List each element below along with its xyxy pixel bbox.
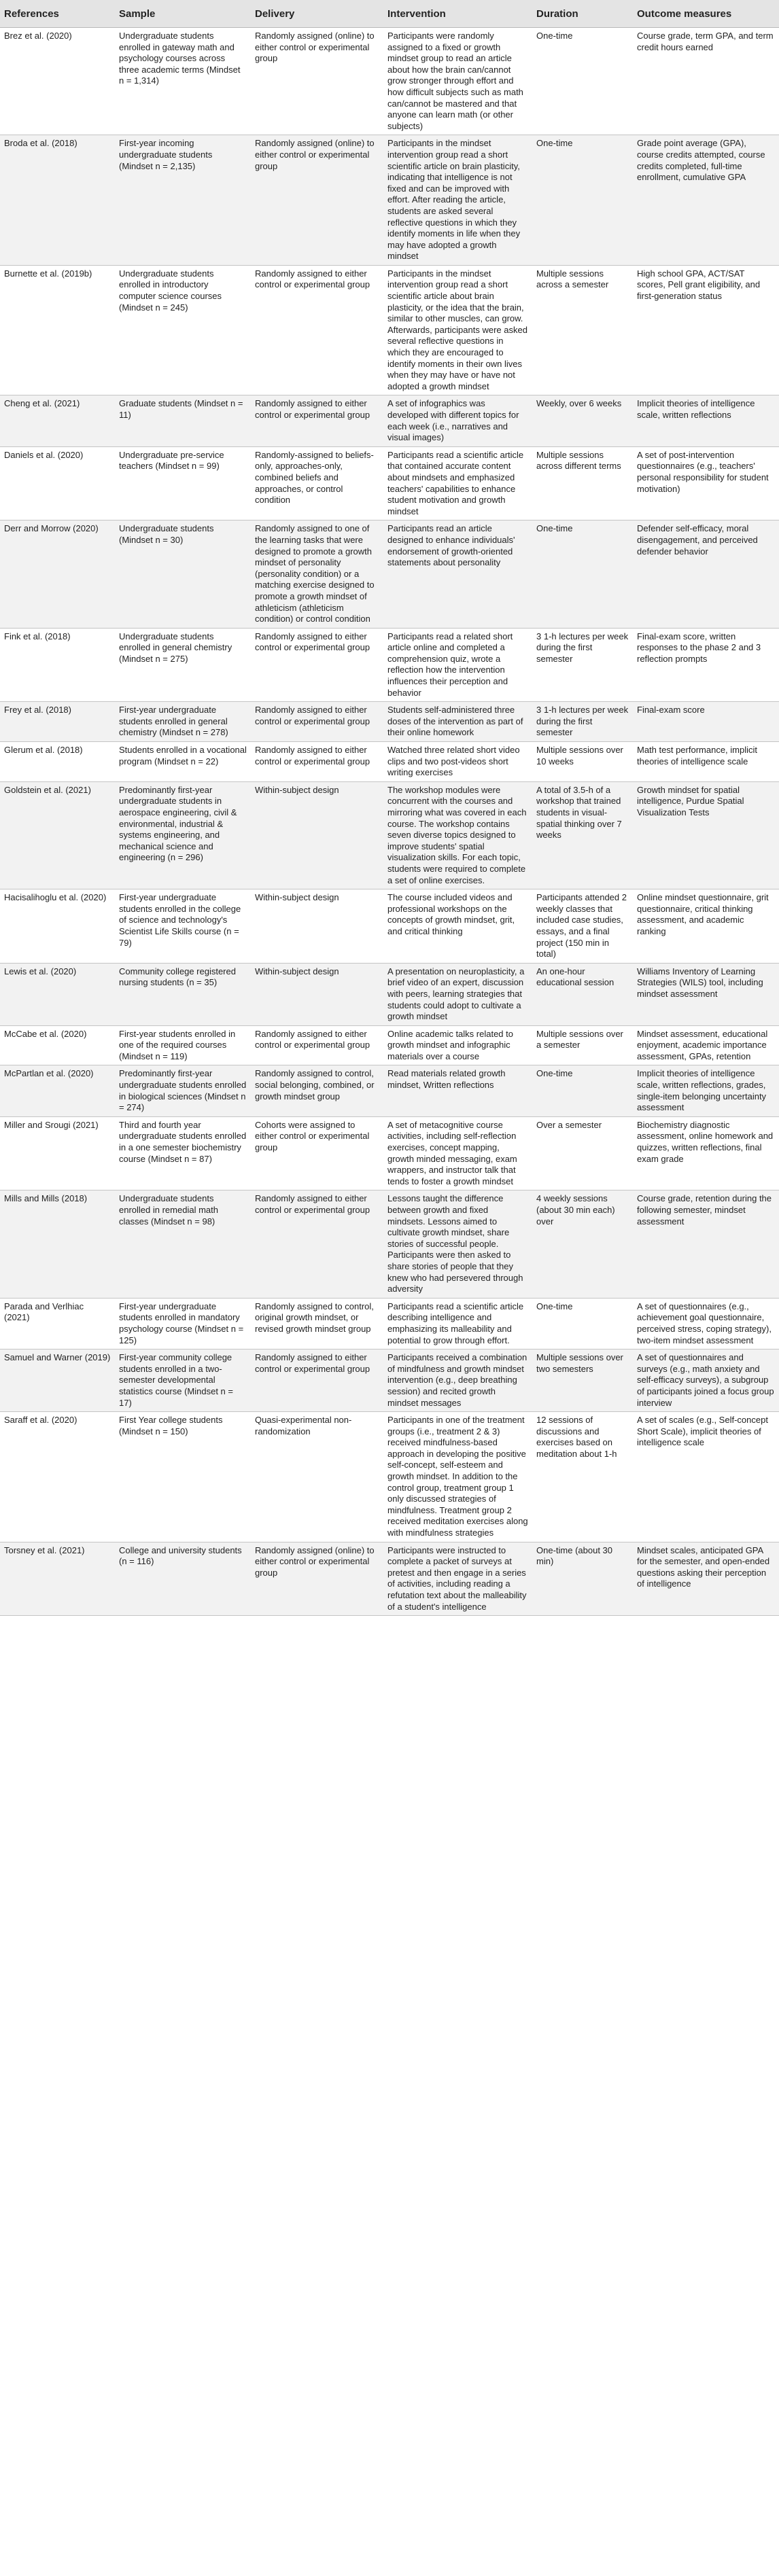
table-row bbox=[0, 963, 779, 1025]
cell-outcome-measures: High school GPA, ACT/SAT scores, Pell grant eligibility, and first-generation status bbox=[633, 265, 779, 395]
cell-outcome-measures: Implicit theories of intelligence scale, written reflections, grades, single-item belonging uncertainty assessment bbox=[633, 1065, 779, 1116]
cell-sample: First-year undergraduate students enrolled in the college of science and technology's Scientist Life Skills course (n = 79) bbox=[115, 889, 251, 964]
cell-delivery: Cohorts were assigned to either control or experimental group bbox=[251, 1116, 383, 1190]
cell-delivery: Quasi-experimental non-randomization bbox=[251, 1412, 383, 1542]
cell-outcome-measures: Mindset scales, anticipated GPA for the semester, and open-ended questions asking their perception of intelligence bbox=[633, 1542, 779, 1616]
cell-duration: Multiple sessions across a semester bbox=[532, 265, 633, 395]
cell-intervention: Participants read an article designed to enhance individuals' endorsement of growth-oriented statements about personality bbox=[383, 521, 532, 628]
cell-reference: Torsney et al. (2021) bbox=[0, 1542, 115, 1616]
cell-outcome-measures: Defender self-efficacy, moral disengagement, and perceived defender behavior bbox=[633, 521, 779, 628]
cell-outcome-measures: Final-exam score bbox=[633, 702, 779, 742]
cell-reference: Cheng et al. (2021) bbox=[0, 395, 115, 446]
cell-reference: Mills and Mills (2018) bbox=[0, 1190, 115, 1298]
table-header-row bbox=[0, 0, 779, 28]
cell-delivery: Randomly assigned to either control or experimental group bbox=[251, 1190, 383, 1298]
header-outcome-measures: Outcome measures bbox=[633, 0, 779, 28]
cell-intervention: Online academic talks related to growth mindset and infographic materials over a course bbox=[383, 1025, 532, 1065]
cell-sample: First-year community college students enrolled in a two-semester developmental statistics course (Mindset n = 17) bbox=[115, 1349, 251, 1412]
cell-sample: First-year incoming undergraduate students (Mindset n = 2,135) bbox=[115, 135, 251, 266]
cell-intervention: The course included videos and professional workshops on the concepts of growth mindset, grit, and critical thinking bbox=[383, 889, 532, 964]
cell-outcome-measures: A set of post-intervention questionnaires (e.g., teachers' personal responsibility for student motivation) bbox=[633, 446, 779, 521]
cell-duration: One-time bbox=[532, 521, 633, 628]
table-row bbox=[0, 521, 779, 628]
table-row bbox=[0, 1542, 779, 1616]
cell-outcome-measures: Implicit theories of intelligence scale, written reflections bbox=[633, 395, 779, 446]
cell-duration: One-time bbox=[532, 1298, 633, 1349]
header-references: References bbox=[0, 0, 115, 28]
cell-intervention: Participants in the mindset intervention group read a short scientific article about brain plasticity, or the idea that the brain, similar to other muscles, can grow. Afterwards, participants were asked several reflective questions in which they are encouraged to identify moments in their own lives when they may have or have not adopted a growth mindset bbox=[383, 265, 532, 395]
table-row bbox=[0, 265, 779, 395]
cell-reference: Broda et al. (2018) bbox=[0, 135, 115, 266]
cell-duration: One-time bbox=[532, 135, 633, 266]
cell-duration: 12 sessions of discussions and exercises based on meditation about 1-h bbox=[532, 1412, 633, 1542]
cell-sample: Community college registered nursing students (n = 35) bbox=[115, 963, 251, 1025]
cell-reference: Miller and Srougi (2021) bbox=[0, 1116, 115, 1190]
cell-intervention: Participants read a scientific article that contained accurate content about mindsets and emphasized teachers' capabilities to enhance student motivation and growth mindset bbox=[383, 446, 532, 521]
cell-delivery: Randomly assigned to either control or experimental group bbox=[251, 628, 383, 702]
cell-duration: An one-hour educational session bbox=[532, 963, 633, 1025]
cell-intervention: Read materials related growth mindset, Written reflections bbox=[383, 1065, 532, 1116]
cell-reference: Glerum et al. (2018) bbox=[0, 742, 115, 782]
cell-intervention: Participants were randomly assigned to a fixed or growth mindset group to read an article about how the brain can/cannot grow stronger through effort and how difficult subjects such as math can/cannot be mastered and that anyone can learn math (or other subjects) bbox=[383, 28, 532, 135]
cell-sample: Undergraduate pre-service teachers (Mindset n = 99) bbox=[115, 446, 251, 521]
cell-duration: A total of 3.5-h of a workshop that trained students in visual-spatial thinking over 7 weeks bbox=[532, 781, 633, 889]
cell-delivery: Randomly assigned to either control or experimental group bbox=[251, 702, 383, 742]
table-row bbox=[0, 1065, 779, 1116]
cell-intervention: Lessons taught the difference between growth and fixed mindsets. Lessons aimed to cultivate growth mindset, share stories of successful people. Participants were then asked to share stories of people that they knew who had persevered through adversity bbox=[383, 1190, 532, 1298]
cell-duration: One-time (about 30 min) bbox=[532, 1542, 633, 1616]
cell-reference: Saraff et al. (2020) bbox=[0, 1412, 115, 1542]
cell-outcome-measures: A set of questionnaires (e.g., achievement goal questionnaire, perceived stress, coping strategy), two-item mindset assessment bbox=[633, 1298, 779, 1349]
cell-intervention: A set of metacognitive course activities, including self-reflection exercises, concept mapping, growth minded messaging, exam wrappers, and instructor talk that tends to foster a growth mindset bbox=[383, 1116, 532, 1190]
table-row bbox=[0, 1190, 779, 1298]
cell-sample: Undergraduate students enrolled in remedial math classes (Mindset n = 98) bbox=[115, 1190, 251, 1298]
cell-outcome-measures: Final-exam score, written responses to the phase 2 and 3 reflection prompts bbox=[633, 628, 779, 702]
cell-duration: Participants attended 2 weekly classes that included case studies, essays, and a final project (150 min in total) bbox=[532, 889, 633, 964]
cell-duration: Over a semester bbox=[532, 1116, 633, 1190]
cell-delivery: Randomly assigned to control, original growth mindset, or revised growth mindset group bbox=[251, 1298, 383, 1349]
cell-delivery: Randomly assigned to control, social belonging, combined, or growth mindset group bbox=[251, 1065, 383, 1116]
cell-delivery: Randomly assigned to either control or experimental group bbox=[251, 395, 383, 446]
cell-delivery: Randomly assigned (online) to either control or experimental group bbox=[251, 135, 383, 266]
cell-intervention: Participants received a combination of mindfulness and growth mindset intervention (e.g., deep breathing session) and recited growth mindset messages bbox=[383, 1349, 532, 1412]
cell-delivery: Randomly assigned (online) to either control or experimental group bbox=[251, 1542, 383, 1616]
cell-sample: Graduate students (Mindset n = 11) bbox=[115, 395, 251, 446]
cell-intervention: The workshop modules were concurrent with the courses and mirroring what was covered in each course. The workshop contains seven diverse topics designed to improve students' spatial visualization skills. For each topic, students were required to complete a set of online exercises. bbox=[383, 781, 532, 889]
cell-sample: Undergraduate students enrolled in introductory computer science courses (Mindset n = 245) bbox=[115, 265, 251, 395]
table-row bbox=[0, 135, 779, 266]
table-row bbox=[0, 395, 779, 446]
cell-duration: 4 weekly sessions (about 30 min each) over bbox=[532, 1190, 633, 1298]
cell-outcome-measures: Math test performance, implicit theories of intelligence scale bbox=[633, 742, 779, 782]
header-delivery: Delivery bbox=[251, 0, 383, 28]
cell-reference: Hacisalihoglu et al. (2020) bbox=[0, 889, 115, 964]
cell-intervention: Watched three related short video clips and two post-videos short writing exercises bbox=[383, 742, 532, 782]
cell-outcome-measures: Course grade, term GPA, and term credit hours earned bbox=[633, 28, 779, 135]
cell-delivery: Randomly assigned (online) to either control or experimental group bbox=[251, 28, 383, 135]
cell-duration: One-time bbox=[532, 1065, 633, 1116]
cell-reference: Frey et al. (2018) bbox=[0, 702, 115, 742]
cell-reference: Goldstein et al. (2021) bbox=[0, 781, 115, 889]
cell-intervention: Participants in one of the treatment groups (i.e., treatment 2 & 3) received mindfulness-based approach in developing the positive self-concept, self-esteem and growth mindset. In addition to the control group, treatment group 1 only discussed strategies of mindfulness. Treatment group 2 received meditation exercises along with mindfulness strategies bbox=[383, 1412, 532, 1542]
cell-sample: Students enrolled in a vocational program (Mindset n = 22) bbox=[115, 742, 251, 782]
cell-intervention: A presentation on neuroplasticity, a brief video of an expert, discussion with peers, learning strategies that students could adopt to cultivate a growth mindset bbox=[383, 963, 532, 1025]
cell-duration: 3 1-h lectures per week during the first semester bbox=[532, 628, 633, 702]
cell-duration: Multiple sessions over two semesters bbox=[532, 1349, 633, 1412]
table-row bbox=[0, 702, 779, 742]
table-row bbox=[0, 1025, 779, 1065]
cell-outcome-measures: Course grade, retention during the following semester, mindset assessment bbox=[633, 1190, 779, 1298]
cell-outcome-measures: Mindset assessment, educational enjoyment, academic importance assessment, GPAs, retention bbox=[633, 1025, 779, 1065]
table-row bbox=[0, 28, 779, 135]
cell-sample: Predominantly first-year undergraduate students enrolled in biological sciences (Mindset n = 274) bbox=[115, 1065, 251, 1116]
cell-outcome-measures: A set of questionnaires and surveys (e.g., math anxiety and self-efficacy surveys), a subgroup of participants joined a focus group interview bbox=[633, 1349, 779, 1412]
cell-duration: Multiple sessions across different terms bbox=[532, 446, 633, 521]
cell-reference: Lewis et al. (2020) bbox=[0, 963, 115, 1025]
cell-delivery: Within-subject design bbox=[251, 963, 383, 1025]
cell-sample: First-year undergraduate students enrolled in mandatory psychology course (Mindset n = 125) bbox=[115, 1298, 251, 1349]
cell-delivery: Randomly assigned to one of the learning tasks that were designed to promote a growth mindset of personality (personality condition) or a matching exercise designed to promote a growth mindset of athleticism (athleticism condition) or control condition bbox=[251, 521, 383, 628]
table-row bbox=[0, 628, 779, 702]
cell-outcome-measures: Williams Inventory of Learning Strategies (WILS) tool, including mindset assessment bbox=[633, 963, 779, 1025]
cell-intervention: Participants read a scientific article describing intelligence and emphasizing its malleability and potential to grow through effort. bbox=[383, 1298, 532, 1349]
cell-reference: Derr and Morrow (2020) bbox=[0, 521, 115, 628]
cell-sample: Undergraduate students enrolled in gateway math and psychology courses across three academic terms (Mindset n = 1,314) bbox=[115, 28, 251, 135]
table-row bbox=[0, 446, 779, 521]
cell-reference: Daniels et al. (2020) bbox=[0, 446, 115, 521]
cell-outcome-measures: Growth mindset for spatial intelligence, Purdue Spatial Visualization Tests bbox=[633, 781, 779, 889]
cell-reference: Fink et al. (2018) bbox=[0, 628, 115, 702]
cell-sample: Undergraduate students enrolled in general chemistry (Mindset n = 275) bbox=[115, 628, 251, 702]
table-row bbox=[0, 1116, 779, 1190]
cell-reference: McPartlan et al. (2020) bbox=[0, 1065, 115, 1116]
cell-intervention: Participants were instructed to complete a packet of surveys at pretest and then engage in a series of activities, including reading a refutation text about the malleability of a student's intelligence bbox=[383, 1542, 532, 1616]
cell-sample: First Year college students (Mindset n = 150) bbox=[115, 1412, 251, 1542]
header-intervention: Intervention bbox=[383, 0, 532, 28]
cell-sample: College and university students (n = 116) bbox=[115, 1542, 251, 1616]
cell-delivery: Within-subject design bbox=[251, 889, 383, 964]
cell-outcome-measures: Biochemistry diagnostic assessment, online homework and quizzes, written reflections, final exam grade bbox=[633, 1116, 779, 1190]
cell-outcome-measures: Online mindset questionnaire, grit questionnaire, critical thinking assessment, and academic ranking bbox=[633, 889, 779, 964]
cell-delivery: Randomly assigned to either control or experimental group bbox=[251, 1349, 383, 1412]
cell-delivery: Randomly assigned to either control or experimental group bbox=[251, 742, 383, 782]
cell-reference: Parada and Verlhiac (2021) bbox=[0, 1298, 115, 1349]
cell-delivery: Randomly-assigned to beliefs-only, approaches-only, combined beliefs and approaches, or control condition bbox=[251, 446, 383, 521]
cell-sample: Predominantly first-year undergraduate students in aerospace engineering, civil & environmental, industrial & systems engineering, and mechanical science and engineering (n = 296) bbox=[115, 781, 251, 889]
header-duration: Duration bbox=[532, 0, 633, 28]
cell-sample: Undergraduate students (Mindset n = 30) bbox=[115, 521, 251, 628]
cell-sample: Third and fourth year undergraduate students enrolled in a one semester biochemistry course (Mindset n = 87) bbox=[115, 1116, 251, 1190]
table-row bbox=[0, 1298, 779, 1349]
table-row bbox=[0, 781, 779, 889]
cell-reference: Burnette et al. (2019b) bbox=[0, 265, 115, 395]
cell-duration: Multiple sessions over 10 weeks bbox=[532, 742, 633, 782]
cell-duration: Multiple sessions over a semester bbox=[532, 1025, 633, 1065]
cell-reference: Brez et al. (2020) bbox=[0, 28, 115, 135]
header-sample: Sample bbox=[115, 0, 251, 28]
table-row bbox=[0, 1349, 779, 1412]
table-row bbox=[0, 742, 779, 782]
cell-duration: 3 1-h lectures per week during the first semester bbox=[532, 702, 633, 742]
table-row bbox=[0, 1412, 779, 1542]
cell-sample: First-year students enrolled in one of the required courses (Mindset n = 119) bbox=[115, 1025, 251, 1065]
cell-intervention: Participants in the mindset intervention group read a short scientific article on brain plasticity, indicating that intelligence is not fixed and can be improved with effort. After reading the article, students are asked several reflective questions in which they identify moments in life when they may have adopted a growth mindset bbox=[383, 135, 532, 266]
cell-sample: First-year undergraduate students enrolled in general chemistry (Mindset n = 278) bbox=[115, 702, 251, 742]
table-row bbox=[0, 889, 779, 964]
cell-delivery: Randomly assigned to either control or experimental group bbox=[251, 1025, 383, 1065]
cell-intervention: Students self-administered three doses of the intervention as part of their online homework bbox=[383, 702, 532, 742]
cell-duration: Weekly, over 6 weeks bbox=[532, 395, 633, 446]
cell-delivery: Randomly assigned to either control or experimental group bbox=[251, 265, 383, 395]
cell-intervention: A set of infographics was developed with different topics for each week (i.e., narratives and visual images) bbox=[383, 395, 532, 446]
cell-delivery: Within-subject design bbox=[251, 781, 383, 889]
cell-outcome-measures: A set of scales (e.g., Self-concept Short Scale), implicit theories of intelligence scale bbox=[633, 1412, 779, 1542]
cell-intervention: Participants read a related short article online and completed a comprehension quiz, wrote a reflection how the intervention influences their perception and behavior bbox=[383, 628, 532, 702]
cell-duration: One-time bbox=[532, 28, 633, 135]
cell-outcome-measures: Grade point average (GPA), course credits attempted, course credits completed, full-time enrollment, cumulative GPA bbox=[633, 135, 779, 266]
cell-reference: Samuel and Warner (2019) bbox=[0, 1349, 115, 1412]
cell-reference: McCabe et al. (2020) bbox=[0, 1025, 115, 1065]
table-body bbox=[0, 28, 779, 1616]
